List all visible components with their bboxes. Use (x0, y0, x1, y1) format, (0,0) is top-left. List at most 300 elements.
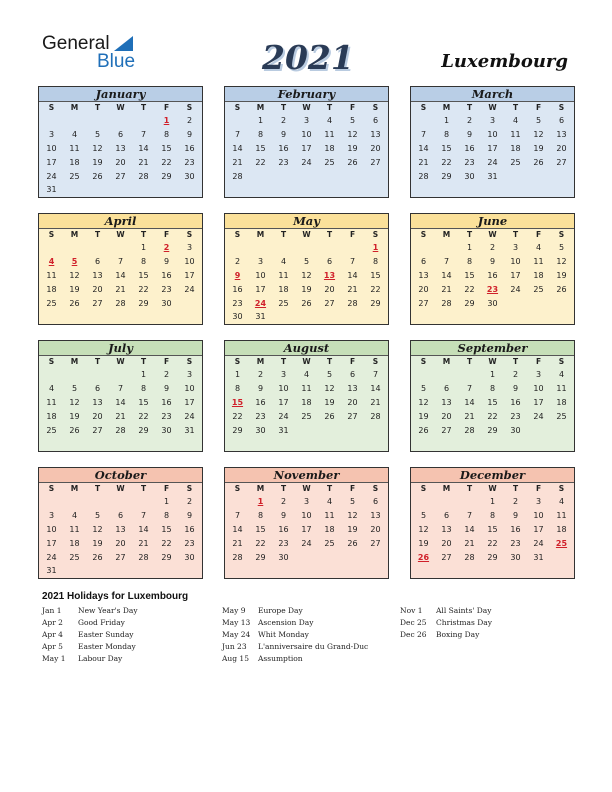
holiday-item (400, 617, 492, 629)
holiday-date: Apr 4 (42, 630, 63, 639)
day-cell: 3 (303, 116, 310, 125)
day-cell: 6 (94, 383, 101, 393)
day-cell: 3 (489, 116, 496, 125)
weekday-header: S (372, 357, 379, 366)
empty-cell (63, 368, 86, 382)
day-cell: 18 (46, 284, 57, 294)
day-cell: 20 (370, 143, 381, 153)
day-cell: 22 (487, 411, 498, 421)
day-cell: 12 (92, 143, 103, 153)
day-cell: 19 (301, 284, 312, 294)
holiday-name: Whit Monday (258, 630, 309, 639)
day-cell: 6 (443, 383, 450, 393)
weekday-header: T (326, 230, 333, 239)
day-cell: 27 (370, 157, 381, 167)
weekday-header: T (94, 230, 101, 239)
day-cell: 7 (117, 256, 124, 266)
day-cell: 15 (161, 524, 172, 534)
day-cell: 16 (510, 524, 521, 534)
holiday-day-cell: 1 (257, 497, 264, 506)
day-cell: 8 (257, 129, 264, 139)
holiday-date: Dec 25 (400, 618, 427, 627)
day-cell: 23 (184, 538, 195, 548)
weekday-header: M (256, 357, 265, 366)
day-cell: 19 (69, 411, 80, 421)
weekday-header: T (280, 357, 287, 366)
day-cell: 24 (278, 411, 289, 421)
day-cell: 29 (232, 425, 243, 435)
day-cell: 24 (46, 171, 57, 181)
holiday-name: Assumption (258, 654, 303, 663)
day-cell: 28 (370, 411, 381, 421)
weekday-header: W (116, 357, 125, 366)
day-cell: 9 (257, 383, 264, 393)
day-cell: 3 (535, 497, 542, 506)
weekday-header: W (488, 230, 497, 239)
day-cell: 11 (533, 256, 544, 266)
day-cell: 6 (117, 129, 124, 139)
empty-cell (458, 495, 481, 509)
weekday-header: S (558, 103, 565, 112)
day-cell: 5 (71, 383, 78, 393)
day-cell: 17 (184, 397, 195, 407)
month-grid (225, 483, 388, 564)
empty-cell (86, 495, 109, 509)
logo-word-blue: Blue (97, 51, 136, 72)
month-july (38, 340, 203, 452)
weekday-header: M (256, 484, 265, 493)
day-cell: 26 (301, 298, 312, 308)
weekday-header: T (140, 357, 147, 366)
day-cell: 27 (115, 552, 126, 562)
day-cell: 22 (255, 538, 266, 548)
weekday-header: W (488, 103, 497, 112)
day-cell: 25 (69, 552, 80, 562)
day-cell: 15 (255, 524, 266, 534)
day-cell: 11 (301, 383, 312, 393)
weekday-header: F (163, 484, 170, 493)
day-cell: 5 (535, 116, 542, 125)
holiday-item (42, 617, 138, 629)
day-cell: 9 (186, 129, 193, 139)
weekday-header: S (234, 484, 241, 493)
day-cell: 26 (556, 284, 567, 294)
day-cell: 1 (466, 243, 473, 252)
day-cell: 5 (420, 510, 427, 520)
day-cell: 17 (255, 284, 266, 294)
holiday-name: L'anniversaire du Grand-Duc (258, 642, 369, 651)
weekday-header: S (186, 357, 193, 366)
weekday-header: T (94, 484, 101, 493)
day-cell: 12 (556, 256, 567, 266)
holiday-day-cell: 2 (163, 243, 170, 252)
day-cell: 25 (301, 411, 312, 421)
day-cell: 20 (370, 524, 381, 534)
holiday-item (400, 605, 492, 617)
day-cell: 26 (347, 157, 358, 167)
day-cell: 27 (92, 425, 103, 435)
day-cell: 27 (556, 157, 567, 167)
day-cell: 2 (257, 370, 264, 379)
day-cell: 26 (418, 425, 429, 435)
day-cell: 13 (115, 143, 126, 153)
day-cell: 2 (280, 116, 287, 125)
day-cell: 25 (510, 157, 521, 167)
day-cell: 2 (489, 243, 496, 252)
day-cell: 9 (163, 256, 170, 266)
day-cell: 29 (255, 552, 266, 562)
day-cell: 25 (533, 284, 544, 294)
day-cell: 23 (278, 157, 289, 167)
month-grid (39, 102, 202, 197)
day-cell: 7 (234, 510, 241, 520)
day-cell: 16 (161, 270, 172, 280)
day-cell: 17 (533, 524, 544, 534)
day-cell: 5 (420, 383, 427, 393)
day-cell: 19 (418, 538, 429, 548)
weekday-header: S (48, 357, 55, 366)
day-cell: 21 (464, 538, 475, 548)
weekday-header: T (140, 484, 147, 493)
day-cell: 10 (46, 524, 57, 534)
day-cell: 8 (140, 383, 147, 393)
empty-cell (86, 114, 109, 128)
weekday-header: W (302, 230, 311, 239)
weekday-header: W (488, 484, 497, 493)
day-cell: 23 (510, 538, 521, 548)
weekday-header: W (488, 357, 497, 366)
day-cell: 3 (48, 510, 55, 520)
day-cell: 9 (512, 383, 519, 393)
day-cell: 10 (255, 270, 266, 280)
day-cell: 25 (69, 171, 80, 181)
day-cell: 17 (301, 524, 312, 534)
empty-cell (435, 495, 458, 509)
day-cell: 7 (117, 383, 124, 393)
empty-cell (435, 368, 458, 382)
day-cell: 13 (347, 383, 358, 393)
weekday-header: M (442, 357, 451, 366)
day-cell: 15 (441, 143, 452, 153)
day-cell: 31 (255, 312, 266, 322)
day-cell: 19 (533, 143, 544, 153)
day-cell: 16 (255, 397, 266, 407)
day-cell: 1 (140, 370, 147, 379)
holiday-date: May 24 (222, 630, 251, 639)
day-cell: 28 (441, 298, 452, 308)
weekday-header: M (442, 103, 451, 112)
weekday-header: T (94, 357, 101, 366)
day-cell: 22 (138, 284, 149, 294)
day-cell: 5 (349, 116, 356, 125)
weekday-header: T (326, 357, 333, 366)
day-cell: 18 (556, 524, 567, 534)
month-october (38, 467, 203, 579)
day-cell: 8 (234, 383, 241, 393)
weekday-header: M (70, 357, 79, 366)
day-cell: 28 (464, 425, 475, 435)
weekday-header: S (186, 230, 193, 239)
day-cell: 16 (464, 143, 475, 153)
weekday-header: S (372, 103, 379, 112)
day-cell: 11 (324, 510, 335, 520)
day-cell: 9 (466, 129, 473, 139)
day-cell: 2 (280, 497, 287, 506)
day-cell: 4 (71, 510, 78, 520)
month-grid (411, 102, 574, 183)
day-cell: 28 (232, 171, 243, 181)
holiday-date: May 1 (42, 654, 66, 663)
day-cell: 15 (487, 397, 498, 407)
day-cell: 11 (69, 143, 80, 153)
month-september (410, 340, 575, 452)
holiday-name: Easter Sunday (78, 630, 134, 639)
month-name: June (411, 214, 574, 229)
day-cell: 29 (464, 298, 475, 308)
empty-cell (318, 241, 341, 255)
day-cell: 31 (184, 425, 195, 435)
day-cell: 25 (46, 425, 57, 435)
day-cell: 11 (324, 129, 335, 139)
holiday-item (42, 629, 138, 641)
day-cell: 22 (370, 284, 381, 294)
holiday-day-cell: 4 (48, 256, 55, 266)
weekday-header: S (48, 484, 55, 493)
month-may (224, 213, 389, 325)
day-cell: 8 (140, 256, 147, 266)
day-cell: 1 (489, 370, 496, 379)
weekday-header: F (535, 484, 542, 493)
weekday-header: T (512, 357, 519, 366)
weekday-header: W (116, 230, 125, 239)
day-cell: 1 (140, 243, 147, 252)
day-cell: 8 (163, 129, 170, 139)
empty-cell (132, 495, 155, 509)
day-cell: 16 (161, 397, 172, 407)
holiday-date: May 13 (222, 618, 251, 627)
day-cell: 2 (512, 497, 519, 506)
holiday-name: Good Friday (78, 618, 125, 627)
holiday-day-cell: 23 (486, 284, 499, 294)
weekday-header: S (420, 357, 427, 366)
day-cell: 16 (510, 397, 521, 407)
day-cell: 22 (255, 157, 266, 167)
day-cell: 29 (370, 298, 381, 308)
day-cell: 13 (556, 129, 567, 139)
weekday-header: F (163, 230, 170, 239)
holiday-item (400, 629, 492, 641)
day-cell: 20 (418, 284, 429, 294)
holiday-column (42, 605, 138, 665)
month-name: April (39, 214, 202, 229)
weekday-header: M (70, 230, 79, 239)
day-cell: 15 (255, 143, 266, 153)
day-cell: 3 (257, 256, 264, 266)
holiday-name: Europe Day (258, 606, 303, 615)
day-cell: 26 (92, 171, 103, 181)
weekday-header: T (326, 484, 333, 493)
day-cell: 15 (161, 143, 172, 153)
empty-cell (226, 241, 249, 255)
day-cell: 4 (326, 116, 333, 125)
weekday-header: T (466, 484, 473, 493)
day-cell: 15 (464, 270, 475, 280)
day-cell: 11 (556, 383, 567, 393)
day-cell: 10 (301, 129, 312, 139)
brand-logo (42, 33, 142, 73)
month-grid (411, 229, 574, 310)
day-cell: 4 (48, 383, 55, 393)
logo-triangle-icon (114, 36, 133, 51)
day-cell: 6 (349, 370, 356, 379)
weekday-header: T (94, 103, 101, 112)
day-cell: 2 (512, 370, 519, 379)
day-cell: 7 (349, 256, 356, 266)
holiday-date: Apr 2 (42, 618, 63, 627)
holiday-name: Easter Monday (78, 642, 136, 651)
month-june (410, 213, 575, 325)
holiday-date: Jun 23 (222, 642, 247, 651)
weekday-header: S (48, 103, 55, 112)
day-cell: 12 (69, 270, 80, 280)
holiday-date: Nov 1 (400, 606, 423, 615)
holiday-item (222, 653, 368, 665)
holiday-day-cell: 15 (231, 397, 244, 407)
day-cell: 12 (533, 129, 544, 139)
day-cell: 18 (46, 411, 57, 421)
day-cell: 3 (280, 370, 287, 379)
page-title-year: 2021 (262, 38, 354, 77)
month-january (38, 86, 203, 198)
day-cell: 19 (556, 270, 567, 280)
day-cell: 31 (278, 425, 289, 435)
day-cell: 23 (510, 411, 521, 421)
day-cell: 30 (184, 171, 195, 181)
day-cell: 24 (184, 284, 195, 294)
holiday-date: May 9 (222, 606, 246, 615)
empty-cell (40, 114, 63, 128)
month-name: August (225, 341, 388, 356)
day-cell: 23 (278, 538, 289, 548)
month-name: December (411, 468, 574, 483)
day-cell: 30 (510, 552, 521, 562)
day-cell: 16 (232, 284, 243, 294)
empty-cell (109, 368, 132, 382)
weekday-header: M (256, 230, 265, 239)
weekday-header: T (512, 230, 519, 239)
day-cell: 7 (466, 383, 473, 393)
day-cell: 7 (234, 129, 241, 139)
day-cell: 12 (324, 383, 335, 393)
day-cell: 23 (232, 298, 243, 308)
day-cell: 4 (280, 256, 287, 266)
day-cell: 6 (94, 256, 101, 266)
day-cell: 19 (347, 143, 358, 153)
day-cell: 14 (464, 397, 475, 407)
day-cell: 1 (163, 497, 170, 506)
holiday-day-cell: 25 (555, 538, 568, 548)
day-cell: 13 (418, 270, 429, 280)
day-cell: 28 (138, 552, 149, 562)
day-cell: 21 (115, 284, 126, 294)
day-cell: 18 (324, 524, 335, 534)
empty-cell (458, 368, 481, 382)
weekday-header: W (302, 484, 311, 493)
day-cell: 25 (324, 538, 335, 548)
empty-cell (109, 114, 132, 128)
day-cell: 9 (280, 510, 287, 520)
day-cell: 4 (558, 497, 565, 506)
empty-cell (40, 495, 63, 509)
weekday-header: T (466, 230, 473, 239)
weekday-header: S (186, 484, 193, 493)
day-cell: 10 (487, 129, 498, 139)
day-cell: 8 (257, 510, 264, 520)
holiday-item (42, 653, 138, 665)
day-cell: 17 (510, 270, 521, 280)
day-cell: 2 (234, 256, 241, 266)
day-cell: 17 (533, 397, 544, 407)
empty-cell (226, 114, 249, 128)
weekday-header: F (535, 103, 542, 112)
empty-cell (412, 114, 435, 128)
day-cell: 17 (278, 397, 289, 407)
day-cell: 9 (280, 129, 287, 139)
holiday-column (222, 605, 368, 665)
day-cell: 3 (186, 243, 193, 252)
day-cell: 12 (418, 524, 429, 534)
day-cell: 22 (138, 411, 149, 421)
day-cell: 23 (464, 157, 475, 167)
day-cell: 24 (46, 552, 57, 562)
weekday-header: M (442, 230, 451, 239)
weekday-header: S (420, 103, 427, 112)
day-cell: 14 (138, 143, 149, 153)
day-cell: 14 (370, 383, 381, 393)
month-august (224, 340, 389, 452)
day-cell: 27 (115, 171, 126, 181)
day-cell: 30 (161, 298, 172, 308)
day-cell: 21 (232, 538, 243, 548)
day-cell: 9 (163, 383, 170, 393)
day-cell: 28 (418, 171, 429, 181)
day-cell: 2 (163, 370, 170, 379)
day-cell: 23 (184, 157, 195, 167)
day-cell: 21 (232, 157, 243, 167)
day-cell: 30 (184, 552, 195, 562)
day-cell: 21 (347, 284, 358, 294)
day-cell: 5 (303, 256, 310, 266)
holiday-date: Jan 1 (42, 606, 62, 615)
day-cell: 5 (94, 129, 101, 139)
day-cell: 20 (324, 284, 335, 294)
empty-cell (109, 495, 132, 509)
weekday-header: F (163, 103, 170, 112)
month-name: September (411, 341, 574, 356)
day-cell: 4 (512, 116, 519, 125)
day-cell: 24 (301, 157, 312, 167)
day-cell: 19 (69, 284, 80, 294)
holiday-item (222, 617, 368, 629)
day-cell: 11 (510, 129, 521, 139)
holiday-day-cell: 1 (163, 116, 170, 125)
day-cell: 4 (558, 370, 565, 379)
day-cell: 7 (372, 370, 379, 379)
weekday-header: M (256, 103, 265, 112)
day-cell: 15 (138, 270, 149, 280)
day-cell: 14 (441, 270, 452, 280)
day-cell: 30 (278, 552, 289, 562)
